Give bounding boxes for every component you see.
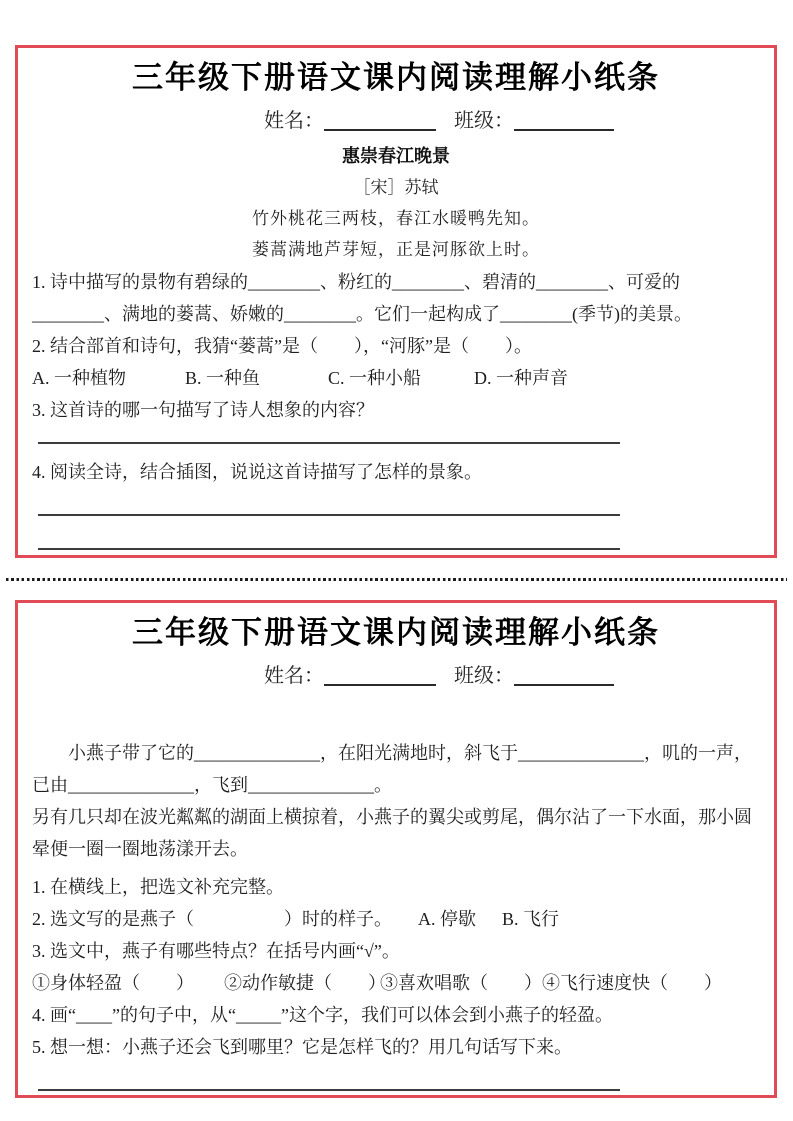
sheet-title: 三年级下册语文课内阅读理解小纸条 <box>132 60 660 95</box>
name-blank-line <box>324 666 436 686</box>
name-label: 姓名： <box>264 665 324 687</box>
question-5: 5. 想一想：小燕子还会飞到哪里？它是怎样飞的？用几句话写下来。 <box>32 1037 572 1057</box>
trait-option-4: ④飞行速度快（ ） <box>542 973 722 993</box>
question-3: 3. 这首诗的哪一句描写了诗人想象的内容？ <box>32 400 374 420</box>
question-1: 1. 在横线上，把选文补充完整。 <box>32 877 284 897</box>
question-2: 2. 结合部首和诗句，我猜“蒌蒿”是（ ），“河豚”是（ ）。 <box>32 336 532 356</box>
passage-paragraph-2: 另有几只却在波光粼粼的湖面上横掠着，小燕子的翼尖或剪尾，偶尔沾了一下水面，那小圆晕便一圈一圈地荡漾开去。 <box>32 807 752 859</box>
worksheet-card-1 <box>15 45 777 558</box>
dotted-cut-line <box>6 578 787 581</box>
trait-option-1: ①身体轻盈（ ） <box>32 973 194 993</box>
name-class-row <box>32 663 760 689</box>
answer-line <box>38 1089 620 1091</box>
passage-paragraph-1: 小燕子带了它的______________，在阳光满地时，斜飞于______________，叽的一声，已由______________，飞到______________。 <box>32 743 752 795</box>
option-a: A. 一种植物 <box>32 368 126 388</box>
option-b: B. 飞行 <box>502 909 560 929</box>
question-2-stem: 2. 选文写的是燕子（ ）时的样子。 <box>32 909 392 929</box>
question-3: 3. 选文中，燕子有哪些特点？在括号内画“√”。 <box>32 941 400 961</box>
worksheet-card-2 <box>15 600 777 1098</box>
name-blank-line <box>324 111 436 131</box>
option-a: A. 停歇 <box>418 909 476 929</box>
class-blank-line <box>514 666 614 686</box>
trait-option-3: ③喜欢唱歌（ ） <box>380 973 542 993</box>
class-label: 班级： <box>454 665 514 687</box>
question-4: 4. 阅读全诗，结合插图，说说这首诗描写了怎样的景象。 <box>32 462 482 482</box>
question-3-options <box>32 967 760 999</box>
answer-line <box>38 442 620 444</box>
name-label: 姓名： <box>264 110 324 132</box>
poem-line-2: 蒌蒿满地芦芽短，正是河豚欲上时。 <box>252 240 540 259</box>
trait-option-2: ②动作敏捷（ ） <box>224 973 386 993</box>
question-2-options <box>32 362 760 394</box>
option-d: D. 一种声音 <box>474 368 568 388</box>
poem-author: ［宋］苏轼 <box>353 178 439 197</box>
poem-line-1: 竹外桃花三两枝，春江水暖鸭先知。 <box>252 209 540 228</box>
option-c: C. 一种小船 <box>328 368 422 388</box>
question-2 <box>32 903 760 935</box>
name-class-row <box>32 108 760 134</box>
answer-line <box>38 548 620 550</box>
class-blank-line <box>514 111 614 131</box>
question-1: 1. 诗中描写的景物有碧绿的________、粉红的________、碧清的________、可爱的________、满地的蒌蒿、娇嫩的________。它们一起构成了________(季节)的美景。 <box>32 272 692 324</box>
sheet-title: 三年级下册语文课内阅读理解小纸条 <box>132 615 660 650</box>
poem-title: 惠崇春江晚景 <box>342 146 450 166</box>
answer-line <box>38 514 620 516</box>
question-4: 4. 画“____”的句子中，从“_____”这个字，我们可以体会到小燕子的轻盈。 <box>32 1005 613 1025</box>
class-label: 班级： <box>454 110 514 132</box>
option-b: B. 一种鱼 <box>185 368 261 388</box>
